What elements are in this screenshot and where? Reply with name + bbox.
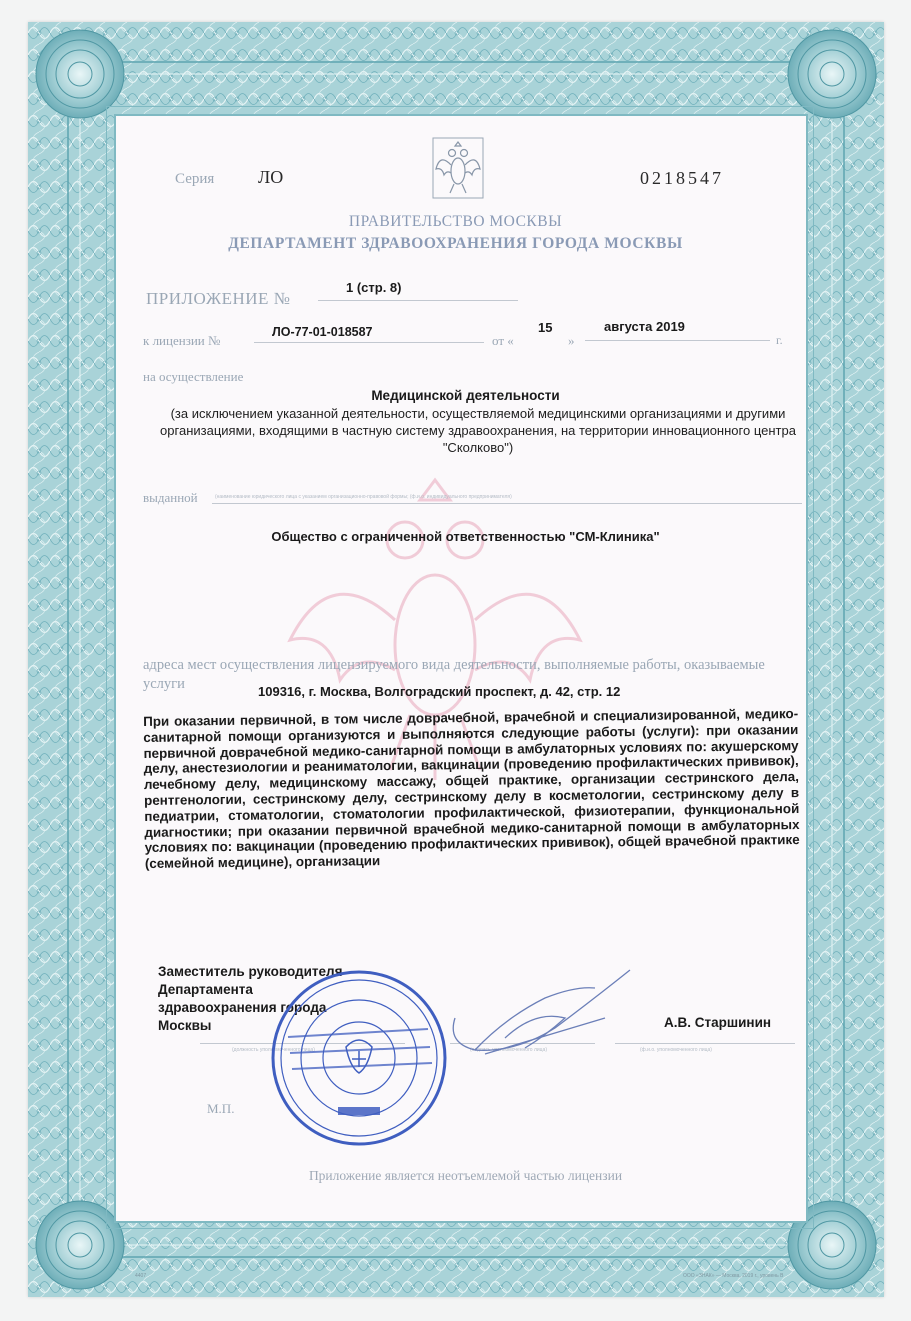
organization-name: Общество с ограниченной ответственностью "СМ-Клиника" <box>271 529 660 544</box>
caption-position: (должность уполномоченного лица) <box>232 1047 315 1053</box>
corner-rosette-tr <box>788 30 876 118</box>
russia-emblem-icon <box>432 137 484 199</box>
license-day: 15 <box>538 320 553 335</box>
mp-label: М.П. <box>207 1101 235 1116</box>
license-quote-close: » <box>568 333 575 348</box>
license-underline <box>254 342 484 343</box>
appendix-value: 1 (стр. 8) <box>346 280 402 295</box>
corner-rosette-tl <box>36 30 124 118</box>
signer-position-line1: Заместитель руководителя <box>158 964 343 979</box>
license-from-label: от « <box>492 333 514 348</box>
signer-position-line3: здравоохранения города <box>158 1000 327 1015</box>
activity-title: Медицинской деятельности <box>371 388 560 403</box>
appendix-label: ПРИЛОЖЕНИЕ № <box>146 289 291 308</box>
signer-name: А.В. Старшинин <box>664 1015 772 1030</box>
activity-description: (за исключением указанной деятельности, осуществляемой медицинскими организациями и другими организациями, входящими в частную систему здравоохранения, на территории инновационного центра "Сколково") <box>160 406 796 455</box>
department-title: ДЕПАРТАМЕНТ ЗДРАВООХРАНЕНИЯ ГОРОДА МОСКВЫ <box>228 235 683 252</box>
appendix-underline <box>318 300 518 301</box>
issued-hint: (наименование юридического лица с указанием организационно-правовой формы; (ф.и.о. индивидуального предпринимателя) <box>215 494 512 500</box>
caption-signature: (подпись уполномоченного лица) <box>470 1047 547 1053</box>
issued-underline <box>212 503 802 504</box>
license-label: к лицензии № <box>143 333 221 348</box>
form-number: 0218547 <box>640 168 724 188</box>
signer-position-line2: Департамента <box>158 982 253 997</box>
official-stamp-icon <box>268 967 450 1149</box>
activity-label: на осуществление <box>143 369 244 384</box>
government-title: ПРАВИТЕЛЬСТВО МОСКВЫ <box>348 213 563 230</box>
address-value: 109316, г. Москва, Волгоградский проспект, д. 42, стр. 12 <box>258 684 621 699</box>
license-month-year: августа 2019 <box>604 319 685 334</box>
signer-position-line4: Москвы <box>158 1018 212 1033</box>
license-number: ЛО-77-01-018587 <box>272 325 373 339</box>
issued-label: выданной <box>143 490 198 505</box>
print-code-right: ООО «ЗНАК» — Москва, 2019 г., уровень В <box>683 1273 784 1279</box>
handwritten-signature-icon <box>445 958 645 1063</box>
services-text: При оказании первичной, в том числе доврачебной, врачебной и специализированной, медико-санитарной помощи организуются и выполняются следующие работы (услуги): при оказании первичной доврачебной медико-санитарной помощи в амбулаторных условиях по: акушерскому делу, анестезиологии и реаниматологии, вакцинации (проведению профилактических прививок), лечебному делу, медицинскому массажу, общей практике, организации сестринского дела, рентгенологии, сестринскому делу, сестринскому делу в косметологии, сестринскому делу в педиатрии, стоматологии, стоматологии профилактической, физиотерапии, функциональной диагностики; при оказании первичной врачебной медико-санитарной помощи в амбулаторных условиях по: вакцинации (проведению профилактических прививок), общей врачебной практике (семейной медицине), организации <box>143 706 800 872</box>
license-year-suffix: г. <box>776 333 783 347</box>
series-value: ЛО <box>258 167 284 187</box>
caption-name: (ф.и.о. уполномоченного лица) <box>640 1047 712 1053</box>
print-code-left: 4407 <box>135 1273 147 1279</box>
license-date-underline <box>585 340 770 341</box>
footer-note: Приложение является неотъемлемой частью лицензии <box>308 1168 623 1183</box>
series-label: Серия <box>175 171 215 187</box>
address-label: адреса мест осуществления лицензируемого вида деятельности, выполняемые работы, оказываемые услуги <box>143 657 765 692</box>
